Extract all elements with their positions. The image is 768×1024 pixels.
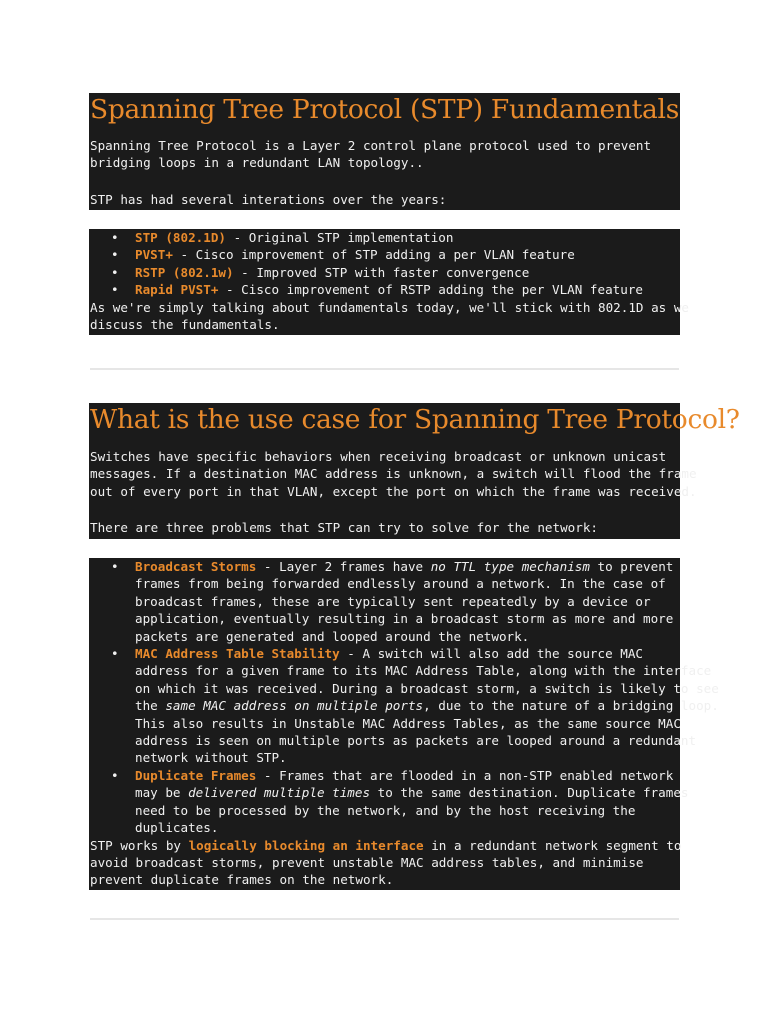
- section2-closing-line2: avoid broadcast storms, prevent unstable MAC address tables, and minimise: [90, 854, 644, 870]
- list-item-term: RSTP (802.1w): [135, 264, 234, 280]
- section1-closing-line1: As we're simply talking about fundamentals today, we'll stick with 802.1D as we: [90, 299, 689, 315]
- text: to prevent: [589, 559, 674, 574]
- list-item-term: Duplicate Frames: [135, 767, 257, 783]
- list-item: [89, 645, 680, 662]
- list-item-desc: - Original STP implementation: [226, 230, 454, 245]
- text: STP works by: [90, 837, 189, 853]
- list-item: [89, 229, 680, 246]
- divider: [90, 368, 679, 370]
- text: to the same destination. Duplicate frames: [370, 785, 689, 801]
- list-item-desc: - Improved STP with faster convergence: [233, 264, 530, 280]
- text: , due to the nature of a bridging loop.: [423, 698, 719, 714]
- section1-title: Spanning Tree Protocol (STP) Fundamentals: [90, 94, 680, 125]
- text: address is seen on multiple ports as packets are looped around a redundant: [135, 733, 697, 749]
- section1-versions-intro: STP has had several interations over the years:: [90, 191, 447, 207]
- list-item-continuation: [89, 628, 680, 645]
- list-item-term: PVST+: [135, 247, 173, 263]
- section1-versions-block: [89, 229, 689, 335]
- list-item-continuation: [89, 593, 680, 610]
- bullet-icon: •: [111, 264, 119, 280]
- list-item-continuation: [89, 610, 680, 627]
- bullet-icon: •: [111, 247, 119, 263]
- divider: [90, 918, 679, 920]
- emphasis: same MAC address on multiple ports: [165, 698, 424, 714]
- text: the: [135, 698, 166, 714]
- list-item: [89, 767, 680, 784]
- bullet-icon: •: [111, 282, 119, 298]
- section2-intro-line2: messages. If a destination MAC address is unknown, a switch will flood the frame: [90, 466, 697, 482]
- section2-intro-line1: Switches have specific behaviors when receiving broadcast or unknown unicast: [90, 449, 667, 464]
- section2-problems-intro: There are three problems that STP can try to solve for the network:: [90, 520, 598, 536]
- list-item-term: STP (802.1D): [135, 230, 226, 245]
- text: broadcast frames, these are typically sent repeatedly by a device or: [135, 593, 651, 609]
- list-item-term: Broadcast Storms: [135, 559, 257, 574]
- bullet-icon: •: [111, 230, 119, 245]
- list-item-continuation: [89, 749, 680, 766]
- spacer: [89, 500, 680, 519]
- list-item-term: MAC Address Table Stability: [135, 646, 340, 662]
- bullet-icon: •: [111, 646, 119, 662]
- section1-intro-line1: Spanning Tree Protocol is a Layer 2 control plane protocol used to prevent: [90, 138, 652, 153]
- stp-versions-list: [89, 229, 680, 299]
- list-item-continuation: [89, 802, 680, 819]
- list-item: [89, 246, 680, 263]
- text: This also results in Unstable MAC Address Tables, as the same source MAC: [135, 715, 681, 731]
- bullet-icon: •: [111, 559, 119, 574]
- spacer: [89, 172, 680, 191]
- text: on which it was received. During a broadcast storm, a switch is likely to see: [135, 680, 719, 696]
- section2-closing-line3: prevent duplicate frames on the network.: [90, 872, 394, 888]
- section1-intro-line2: bridging loops in a redundant LAN topology..: [90, 155, 424, 171]
- text: - Layer 2 frames have: [256, 559, 431, 574]
- text: frames from being forwarded endlessly around a network. In the case of: [135, 576, 666, 592]
- section1-closing-line2: discuss the fundamentals.: [90, 317, 280, 333]
- text: packets are generated and looped around the network.: [135, 628, 530, 644]
- list-item-continuation: [89, 575, 680, 592]
- text: need to be processed by the network, and by the host receiving the: [135, 802, 636, 818]
- section2-problems-block: [89, 558, 719, 890]
- section2-intro-block: [89, 440, 697, 539]
- section1-title-block: [89, 93, 680, 129]
- emphasis: no TTL type mechanism: [430, 559, 590, 574]
- highlight: logically blocking an interface: [188, 837, 424, 853]
- text: - A switch will also add the source MAC: [339, 646, 644, 662]
- stp-problems-list: [89, 558, 719, 837]
- list-item-continuation: [89, 732, 697, 749]
- list-item-continuation: [89, 662, 712, 679]
- list-item-term: Rapid PVST+: [135, 282, 219, 298]
- list-item-continuation: [89, 680, 719, 697]
- text: duplicates.: [135, 820, 219, 836]
- section1-intro-block: [89, 129, 680, 210]
- list-item-continuation: [89, 715, 680, 732]
- text: application, eventually resulting in a broadcast storm as more and more: [135, 611, 674, 627]
- emphasis: delivered multiple times: [188, 785, 371, 801]
- list-item-continuation: [89, 819, 680, 836]
- section2-closing-line1: [89, 837, 680, 854]
- list-item-desc: - Cisco improvement of RSTP adding the per VLAN feature: [218, 282, 644, 298]
- text: - Frames that are flooded in a non-STP enabled network: [256, 767, 674, 783]
- text: address for a given frame to its MAC Address Table, along with the interface: [135, 663, 712, 679]
- list-item: [89, 558, 680, 575]
- list-item-continuation: [89, 697, 719, 714]
- list-item-continuation: [89, 784, 689, 801]
- text: in a redundant network segment to: [423, 837, 682, 853]
- list-item-desc: - Cisco improvement of STP adding a per VLAN feature: [172, 247, 575, 263]
- bullet-icon: •: [111, 767, 119, 783]
- text: may be: [135, 785, 189, 801]
- section2-title: What is the use case for Spanning Tree Protocol?: [90, 404, 740, 435]
- text: network without STP.: [135, 750, 287, 766]
- section2-title-block: [89, 403, 740, 440]
- list-item: [89, 281, 680, 298]
- list-item: [89, 264, 680, 281]
- section2-intro-line3: out of every port in that VLAN, except the port on which the frame was received.: [90, 483, 697, 499]
